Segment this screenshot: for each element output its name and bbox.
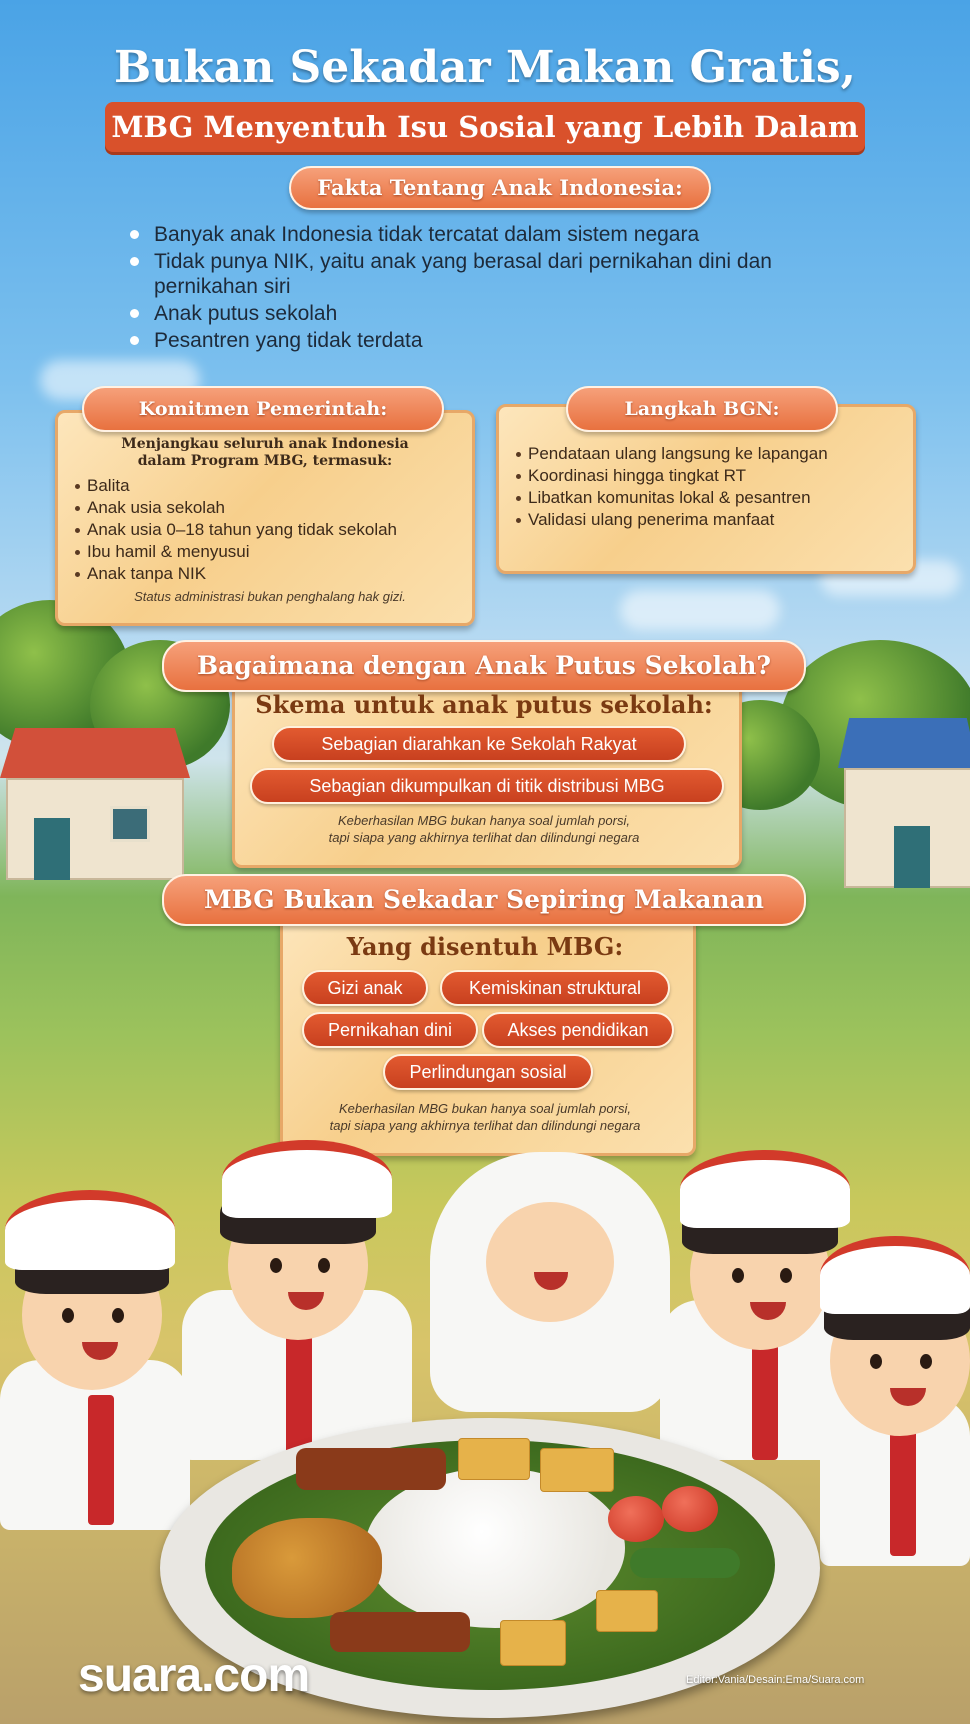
commitment-note: Status administrasi bukan penghalang hak gizi. <box>134 589 406 604</box>
rice <box>365 1468 625 1628</box>
list-item: Banyak anak Indonesia tidak tercatat dalam sistem negara <box>128 222 828 247</box>
bgn-list <box>516 443 906 531</box>
suara-logo: suara.com <box>78 1649 310 1702</box>
girl-illustration <box>430 1152 670 1412</box>
note-line: Keberhasilan MBG bukan hanya soal jumlah porsi, <box>338 813 630 828</box>
beyond-note <box>280 1100 690 1134</box>
bgn-title: Langkah BGN: <box>566 386 838 432</box>
list-item: Validasi ulang penerima manfaat <box>516 509 906 531</box>
note-line: Keberhasilan MBG bukan hanya soal jumlah porsi, <box>339 1101 631 1116</box>
list-item: Pendataan ulang langsung ke lapangan <box>516 443 906 465</box>
tofu <box>540 1448 614 1492</box>
kid-illustration <box>0 1190 190 1520</box>
dropout-title: Bagaimana dengan Anak Putus Sekolah? <box>162 640 806 692</box>
facts-list <box>128 222 828 355</box>
commitment-intro <box>100 436 430 470</box>
beyond-title: MBG Bukan Sekadar Sepiring Makanan <box>162 874 806 926</box>
facts-title: Fakta Tentang Anak Indonesia: <box>289 166 711 210</box>
fried-chicken <box>232 1518 382 1618</box>
note-line: tapi siapa yang akhirnya terlihat dan dilindungi negara <box>328 830 640 845</box>
topic-tag: Kemiskinan struktural <box>440 970 670 1006</box>
list-item: Anak usia 0–18 tahun yang tidak sekolah <box>75 519 465 541</box>
list-item: Libatkan komunitas lokal & pesantren <box>516 487 906 509</box>
beyond-subtitle: Yang disentuh MBG: <box>346 932 624 961</box>
topic-tag: Akses pendidikan <box>482 1012 674 1048</box>
tofu <box>458 1438 530 1480</box>
dropout-subtitle: Skema untuk anak putus sekolah: <box>255 690 713 719</box>
list-item: Anak tanpa NIK <box>75 563 465 585</box>
list-item: Balita <box>75 475 465 497</box>
tempeh <box>296 1448 446 1490</box>
list-item: Anak usia sekolah <box>75 497 465 519</box>
list-item: Koordinasi hingga tingkat RT <box>516 465 906 487</box>
headline: Bukan Sekadar Makan Gratis, <box>114 42 856 93</box>
credit-line: Editor:Vania/Desain:Ema/Suara.com <box>686 1674 865 1686</box>
green-beans <box>630 1548 740 1578</box>
headline-banner: MBG Menyentuh Isu Sosial yang Lebih Dalam <box>105 102 865 152</box>
intro-line: dalam Program MBG, termasuk: <box>137 453 393 469</box>
dropout-option: Sebagian dikumpulkan di titik distribusi MBG <box>250 768 724 804</box>
topic-tag: Perlindungan sosial <box>383 1054 593 1090</box>
tofu <box>500 1620 566 1666</box>
egg <box>662 1486 718 1532</box>
commitment-list <box>75 475 465 585</box>
topic-tag: Gizi anak <box>302 970 428 1006</box>
topic-tag: Pernikahan dini <box>302 1012 478 1048</box>
list-item: Anak putus sekolah <box>128 301 828 326</box>
commitment-title: Komitmen Pemerintah: <box>82 386 444 432</box>
intro-line: Menjangkau seluruh anak Indonesia <box>121 436 409 452</box>
school-building-left <box>0 728 190 880</box>
kid-illustration <box>820 1236 970 1566</box>
tempeh <box>330 1612 470 1652</box>
list-item: Pesantren yang tidak terdata <box>128 328 828 353</box>
egg <box>608 1496 664 1542</box>
school-building-right <box>838 718 970 888</box>
list-item: Tidak punya NIK, yaitu anak yang berasal dari pernikahan dini dan pernikahan siri <box>128 249 794 299</box>
dropout-option: Sebagian diarahkan ke Sekolah Rakyat <box>272 726 686 762</box>
list-item: Ibu hamil & menyusui <box>75 541 465 563</box>
note-line: tapi siapa yang akhirnya terlihat dan dilindungi negara <box>329 1118 641 1133</box>
cloud <box>620 590 780 630</box>
dropout-note <box>232 812 736 846</box>
kid-illustration <box>182 1140 412 1460</box>
tofu <box>596 1590 658 1632</box>
